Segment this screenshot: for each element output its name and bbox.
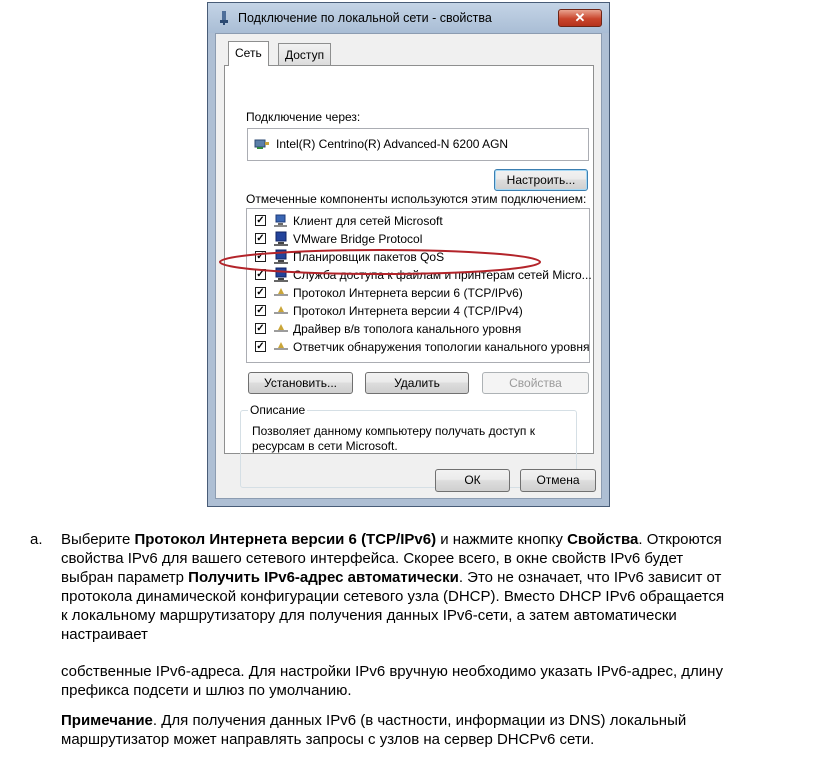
note-paragraph [61,711,816,749]
p1-line-1 [61,530,816,549]
bold-term: Получить IPv6-адрес автоматически [188,569,459,586]
description-line-2: ресурсам в сети Microsoft. [252,439,398,453]
network-client-icon [273,213,289,229]
p2-line-2: префикса подсети и шлюз по умолчанию. [61,682,352,699]
text-segment: Выберите [61,531,135,548]
component-label: Планировщик пакетов QoS [293,250,445,264]
protocol-icon [273,321,289,337]
install-button[interactable]: Установить... [248,372,353,394]
checkbox[interactable]: ✓ [256,287,265,298]
tab-network[interactable]: Сеть [228,41,269,66]
remove-button[interactable]: Удалить [365,372,469,394]
list-item[interactable] [255,302,600,320]
text-segment: и нажмите кнопку [436,531,568,548]
text-segment: выбран параметр [61,569,189,586]
p2-line-1: собственные IPv6-адреса. Для настройки IPv6 вручную необходимо указать IPv6-адрес, длину [61,663,723,680]
highlight-ellipse [218,247,543,277]
p1-line-4: протокола динамической конфигурации сетевого узла (DHCP). Вместо DHCP IPv6 обращается [61,588,725,605]
component-label: Драйвер в/в тополога канального уровня [293,322,522,336]
list-item[interactable] [255,230,600,248]
checkbox[interactable]: ✓ [256,323,265,334]
list-item[interactable] [255,284,600,302]
description-line-1: Позволяет данному компьютеру получать доступ к [252,424,535,438]
text-segment: . Для получения данных IPv6 (в частности, информации из DNS) локальный [152,712,687,729]
checkbox[interactable]: ✓ [256,251,265,262]
checkbox[interactable]: ✓ [256,269,265,280]
component-label: VMware Bridge Protocol [293,232,423,246]
ok-button[interactable]: ОК [435,469,510,492]
p1-line-6: настраивает [61,626,148,643]
configure-button[interactable]: Настроить... [494,169,588,191]
note-line-2: маршрутизатор может направлять запросы с узлов на сервер DHCPv6 сети. [61,731,595,748]
checkbox[interactable]: ✓ [256,305,265,316]
p1-line-3 [61,568,816,587]
close-button[interactable]: ✕ [558,9,602,27]
adapter-name: Intel(R) Centrino(R) Advanced-N 6200 AGN [276,137,509,151]
network-service-icon [273,231,289,247]
network-adapter-icon [254,137,270,153]
bold-term: Протокол Интернета версии 6 (TCP/IPv6) [134,531,437,548]
component-label: Клиент для сетей Microsoft [293,214,443,228]
adapter-box [247,128,589,161]
paragraph-2 [61,662,816,700]
components-label: Отмеченные компоненты используются этим подключением: [246,192,587,206]
text-segment: . Откроются [638,531,722,548]
protocol-icon [273,339,289,355]
properties-button[interactable]: Свойства [482,372,589,394]
connect-via-label: Подключение через: [246,110,361,124]
component-label: Протокол Интернета версии 4 (TCP/IPv4) [293,304,523,318]
checkbox[interactable]: ✓ [256,341,265,352]
list-item[interactable] [255,320,600,338]
component-label: Протокол Интернета версии 6 (TCP/IPv6) [293,286,523,300]
cancel-button[interactable]: Отмена [520,469,596,492]
tab-sharing[interactable]: Доступ [278,43,331,65]
network-connection-icon [217,11,231,25]
p1-line-2: свойства IPv6 для вашего сетевого интерфейса. Скорее всего, в окне свойств IPv6 будет [61,550,684,567]
paragraph-1 [61,530,816,644]
text-segment: . Это не означает, что IPv6 зависит от [458,569,722,586]
protocol-icon [273,303,289,319]
component-label: Служба доступа к файлам и принтерам сетей Micro... [293,268,592,282]
note-line-1 [61,711,816,730]
note-label: Примечание [61,712,153,729]
window-title: Подключение по локальной сети - свойства [238,11,492,25]
p1-line-5: к локальному маршрутизатору для получения данных IPv6-сети, а затем автоматически [61,607,677,624]
component-label: Ответчик обнаружения топологии канального уровня [293,340,590,354]
description-title: Описание [250,403,306,417]
list-marker: a. [30,531,43,548]
title-bar[interactable] [208,3,609,33]
bold-term: Свойства [567,531,639,548]
checkbox[interactable]: ✓ [256,233,265,244]
checkbox[interactable]: ✓ [256,215,265,226]
list-item[interactable] [255,212,600,230]
list-item[interactable] [255,338,600,356]
components-list [246,208,590,363]
protocol-icon [273,285,289,301]
